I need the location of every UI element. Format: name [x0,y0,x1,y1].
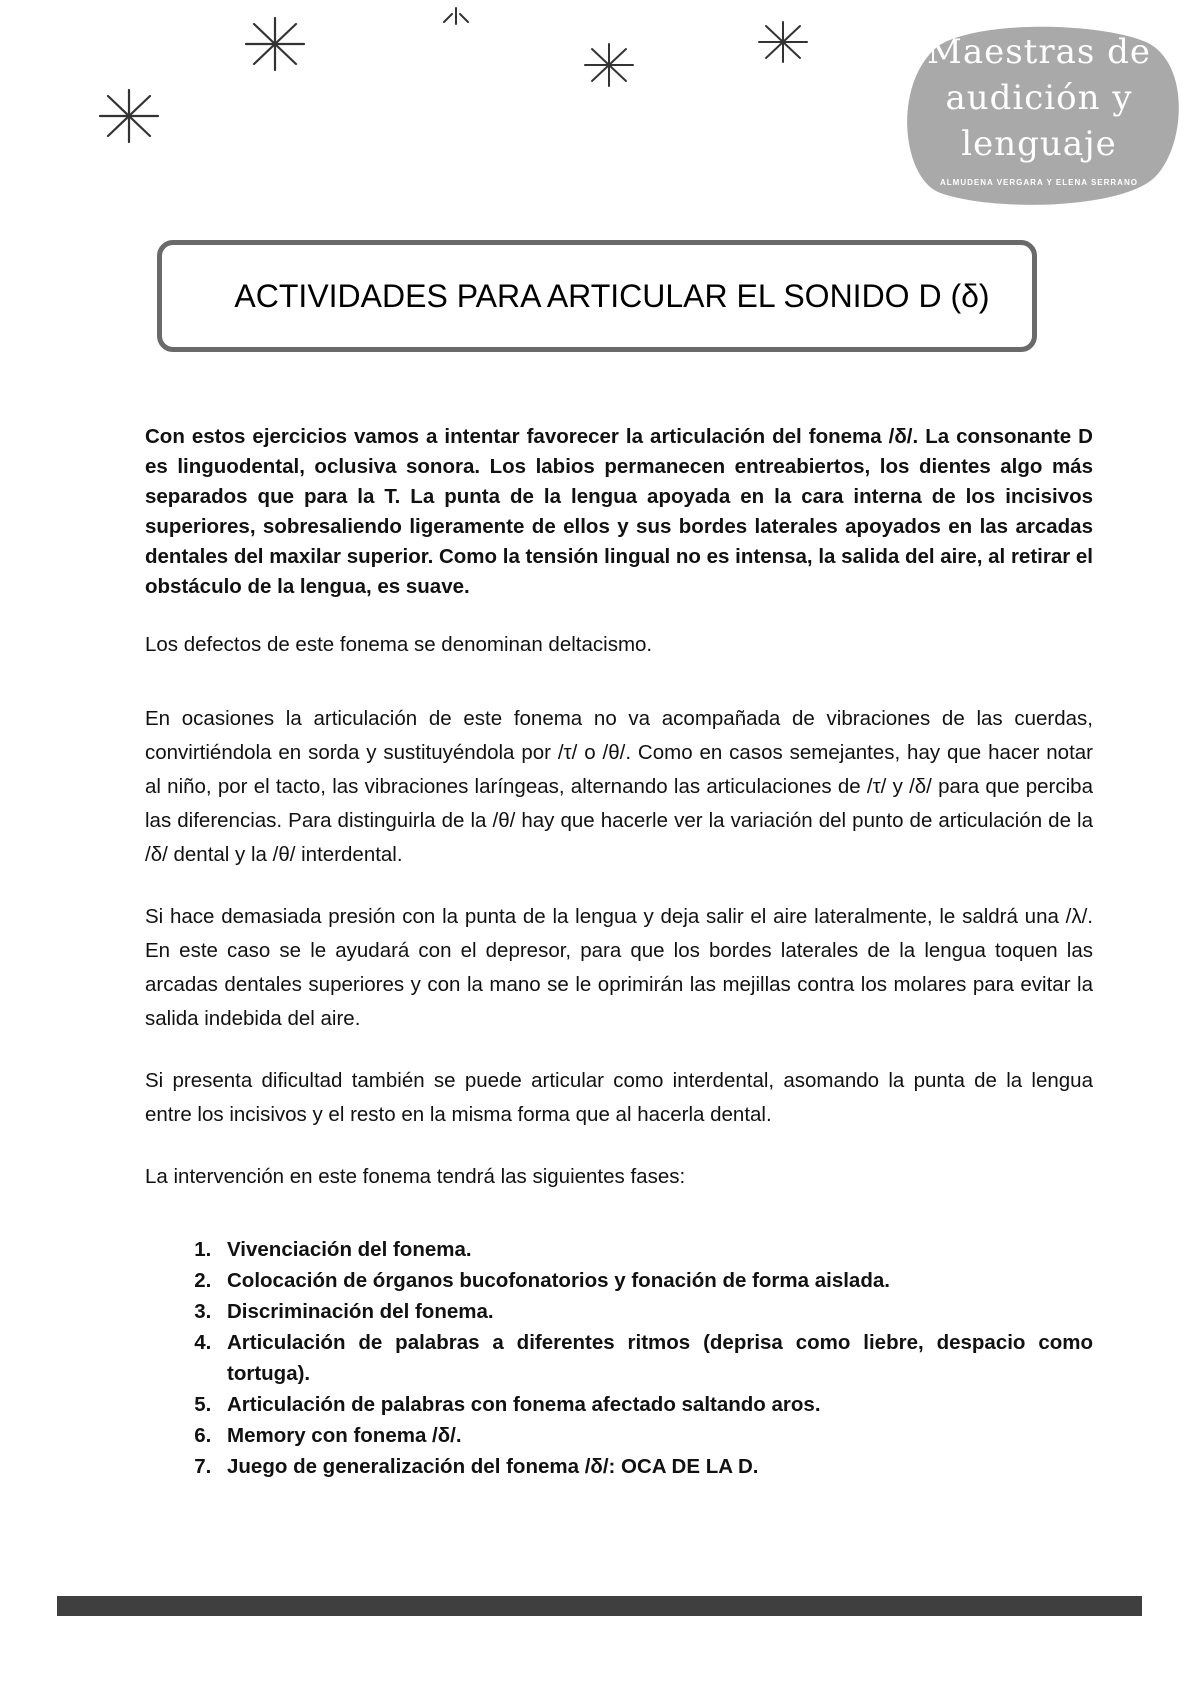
star-decoration-3 [436,6,476,28]
logo-line-3: lenguaje [961,124,1117,164]
list-item: 7. Juego de generalización del fonema /δ/: OCA DE LA D. [217,1451,1093,1482]
star-decoration-5 [756,20,810,64]
logo-line-2: audición y [945,78,1133,118]
logo-line-1: Maestras de [927,32,1151,72]
logo-subtitle: ALMUDENA VERGARA Y ELENA SERRANO [940,178,1138,187]
page-title: ACTIVIDADES PARA ARTICULAR EL SONIDO D (δ) [234,278,990,314]
phases-list [145,1234,1093,1482]
list-item: 1. Vivenciación del fonema. [217,1234,1093,1265]
phases-intro-paragraph: La intervención en este fonema tendrá las siguientes fases: [145,1165,686,1188]
pressure-paragraph: Si hace demasiada presión con la punta de la lengua y deja salir el aire lateralmente, le saldrá una /λ/. En este caso se le ayudará con el depresor, para que los bordes laterales de la lengua toquen las arcadas dentales superiores y con la mano se le oprimirán las mejillas contra los molares para evitar la salida indebida del aire. [145,905,1093,1030]
star-decoration-1 [96,88,162,144]
footer-bar [57,1596,1142,1616]
list-item: 2. Colocación de órganos bucofonatorios y fonación de forma aislada. [217,1265,1093,1296]
occasions-paragraph: En ocasiones la articulación de este fonema no va acompañada de vibraciones de las cuerdas, convirtiéndola en sorda y sustituyéndola por /τ/ o /θ/. Como en casos semejantes, hay que hacer notar al niño, por el tacto, las vibraciones laríngeas, alternando las articulaciones de /τ/ y /δ/ para que perciba las diferencias. Para distinguirla de la /θ/ hay que hacerle ver la variación del punto de articulación de la /δ/ dental y la /θ/ interdental. [145,707,1093,866]
star-decoration-4 [582,42,636,88]
main-content [145,422,1093,1482]
list-item: 3. Discriminación del fonema. [217,1296,1093,1327]
list-item: 5. Articulación de palabras con fonema afectado saltando aros. [217,1389,1093,1420]
difficulty-paragraph: Si presenta dificultad también se puede articular como interdental, asomando la punta de la lengua entre los incisivos y el resto en la misma forma que al hacerla dental. [145,1069,1093,1126]
logo-text [898,24,1180,206]
logo [898,24,1180,206]
list-item: 6. Memory con fonema /δ/. [217,1420,1093,1451]
star-decoration-2 [242,16,308,72]
title-box [157,240,1037,352]
defects-paragraph: Los defectos de este fonema se denominan deltacismo. [145,633,653,656]
intro-paragraph: Con estos ejercicios vamos a intentar favorecer la articulación del fonema /δ/. La consonante D es linguodental, oclusiva sonora. Los labios permanecen entreabiertos, los dientes algo más separados que para la T. La punta de la lengua apoyada en la cara interna de los incisivos superiores, sobresaliendo ligeramente de ellos y sus bordes laterales apoyados en las arcadas dentales del maxilar superior. Como la tensión lingual no es intensa, la salida del aire, al retirar el obstáculo de la lengua, es suave. [145,425,1093,598]
list-item: 4. Articulación de palabras a diferentes ritmos (deprisa como liebre, despacio como tortuga). [217,1327,1093,1389]
